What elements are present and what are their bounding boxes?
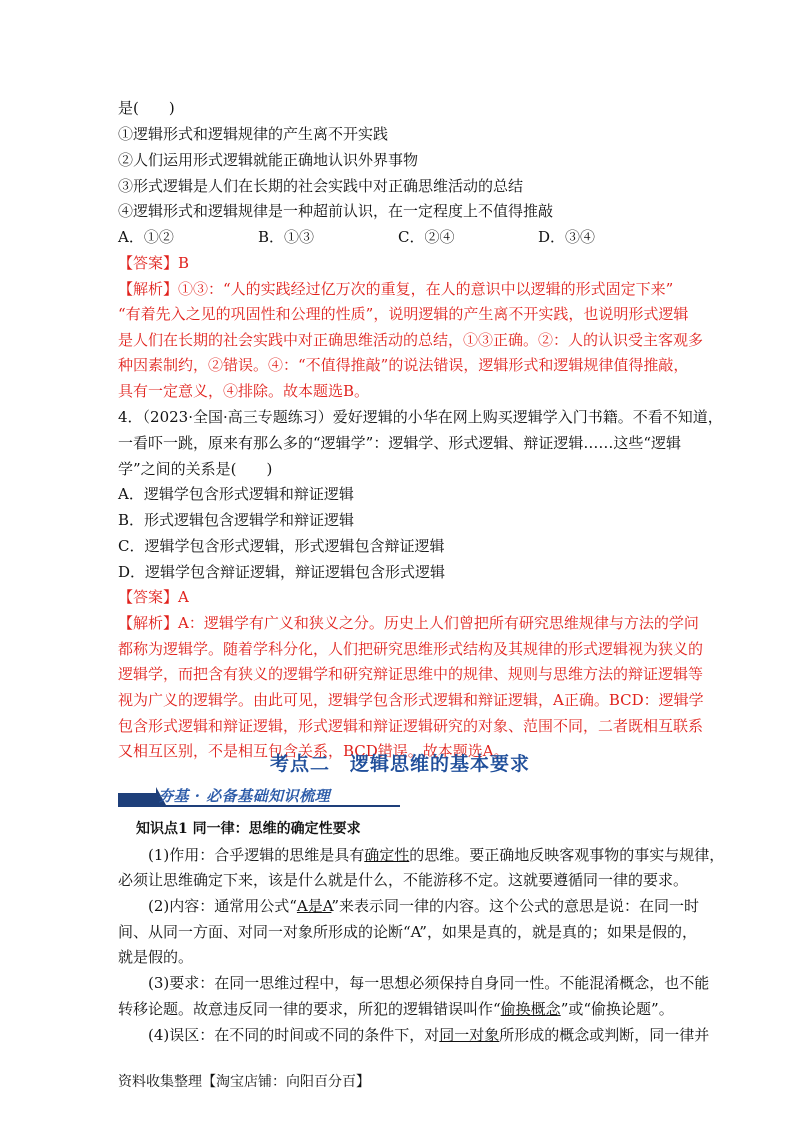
knowledge-p1-line xyxy=(148,845,724,865)
q4-option-a: A．逻辑学包含形式逻辑和辩证逻辑 xyxy=(118,485,354,503)
knowledge-p2-line xyxy=(148,896,699,916)
knowledge-p3-line2 xyxy=(118,999,674,1019)
q3-stem-end: 是( ) xyxy=(118,99,175,117)
q4-analysis-line: 都称为逻辑学。随着学科分化，人们把研究思维形式结构及其规律的形式逻辑视为狭义的 xyxy=(118,640,704,658)
q4-option-d: D．逻辑学包含辩证逻辑，辩证逻辑包含形式逻辑 xyxy=(118,563,446,581)
p1-text-b: 的思维。要正确地反映客观事物的事实与规律， xyxy=(409,846,725,864)
q4-option-b: B．形式逻辑包含逻辑学和辩证逻辑 xyxy=(118,511,355,529)
q4-stem-line: 一看吓一跳，原来有那么多的“逻辑学”：逻辑学、形式逻辑、辩证逻辑……这些“逻辑 xyxy=(118,434,682,452)
q3-item-1: ①逻辑形式和逻辑规律的产生离不开实践 xyxy=(118,125,389,143)
banner-bar xyxy=(118,793,156,805)
q3-option-d: D．③④ xyxy=(538,228,596,246)
knowledge-p4-line xyxy=(148,1025,709,1045)
p2-underlined-term: A是A xyxy=(296,897,332,915)
q4-analysis-line: 又相互区别，不是相互包含关系，BCD错误。故本题选A。 xyxy=(118,742,509,760)
q3-analysis-line: 具有一定意义，④排除。故本题选B。 xyxy=(118,382,370,400)
p2-text-a: (2)内容：通常用公式“ xyxy=(148,897,297,915)
banner-rule xyxy=(118,805,400,807)
knowledge-heading: 知识点1 同一律：思维的确定性要求 xyxy=(136,821,361,837)
q3-analysis-line: 【解析】①③：“人的实践经过亿万次的重复，在人的意识中以逻辑的形式固定下来” xyxy=(118,280,674,298)
p4-underlined-term: 同一对象 xyxy=(439,1026,500,1044)
knowledge-p3-line1: (3)要求：在同一思维过程中，每一思想必须保持自身同一性。不能混淆概念，也不能 xyxy=(148,974,710,992)
knowledge-p2-line3: 就是假的。 xyxy=(118,948,194,966)
section-banner xyxy=(118,783,400,807)
q3-option-b: B．①③ xyxy=(258,228,315,246)
p1-text-a: (1)作用：合乎逻辑的思维是具有 xyxy=(148,846,365,864)
q3-analysis-line: “有着先入之见的巩固性和公理的性质”，说明逻辑的产生离不开实践，也说明形式逻辑 xyxy=(118,305,689,323)
q3-item-4: ④逻辑形式和逻辑规律是一种超前认识，在一定程度上不值得推敲 xyxy=(118,202,554,220)
q3-option-c: C．②④ xyxy=(398,228,455,246)
p2-text-b: ”来表示同一律的内容。这个公式的意思是说：在同一时 xyxy=(331,897,700,915)
q3-analysis-line: 种因素制约，②错误。④：“不值得推敲”的说法错误，逻辑形式和逻辑规律值得推敲， xyxy=(118,356,689,374)
p4-text-a: (4)误区：在不同的时间或不同的条件下，对 xyxy=(148,1026,440,1044)
p3-underlined-term: 偷换概念 xyxy=(500,1000,561,1018)
section-title: 考点二 逻辑思维的基本要求 xyxy=(269,753,530,775)
p3-text-a: 转移论题。故意违反同一律的要求，所犯的逻辑错误叫作“ xyxy=(118,1000,501,1018)
q4-stem-line: 学”之间的关系是( ) xyxy=(118,460,273,478)
p4-text-b: 所形成的概念或判断，同一律并 xyxy=(499,1026,710,1044)
banner-label: 夯基 · 必备基础知识梳理 xyxy=(158,787,331,805)
knowledge-p1-line2: 必须让思维确定下来，该是什么就是什么，不能游移不定。这就要遵循同一律的要求。 xyxy=(118,871,689,889)
q3-item-2: ②人们运用形式逻辑就能正确地认识外界事物 xyxy=(118,151,419,169)
q3-analysis-line: 是人们在长期的社会实践中对正确思维活动的总结，①③正确。②：人的认识受主客观多 xyxy=(118,331,704,349)
p3-text-b: ”或“偷换论题”。 xyxy=(560,1000,674,1018)
page-footer: 资料收集整理【淘宝店铺：向阳百分百】 xyxy=(118,1074,370,1090)
q3-option-a: A．①② xyxy=(118,228,174,246)
q4-answer: 【答案】A xyxy=(118,588,189,606)
q4-option-c: C．逻辑学包含形式逻辑，形式逻辑包含辩证逻辑 xyxy=(118,537,445,555)
q4-analysis-line: 逻辑学，而把含有狭义的逻辑学和研究辩证思维中的规律、规则与思维方法的辩证逻辑等 xyxy=(118,665,704,683)
knowledge-p2-line2: 间、从同一方面、对同一对象所形成的论断“A”，如果是真的，就是真的；如果是假的， xyxy=(118,923,697,941)
q4-analysis-line: 【解析】A：逻辑学有广义和狭义之分。历史上人们曾把所有研究思维规律与方法的学问 xyxy=(118,614,699,632)
q3-answer: 【答案】B xyxy=(118,254,190,272)
q4-stem-line: 4．（2023·全国·高三专题练习）爱好逻辑的小华在网上购买逻辑学入门书籍。不看不知道， xyxy=(118,408,723,426)
p1-underlined-term: 确定性 xyxy=(364,846,410,864)
q4-analysis-line: 视为广义的逻辑学。由此可见，逻辑学包含形式逻辑和辩证逻辑，A正确。BCD：逻辑学 xyxy=(118,691,704,709)
q3-item-3: ③形式逻辑是人们在长期的社会实践中对正确思维活动的总结 xyxy=(118,177,524,195)
q4-analysis-line: 包含形式逻辑和辩证逻辑，形式逻辑和辩证逻辑研究的对象、范围不同，二者既相互联系 xyxy=(118,717,704,735)
